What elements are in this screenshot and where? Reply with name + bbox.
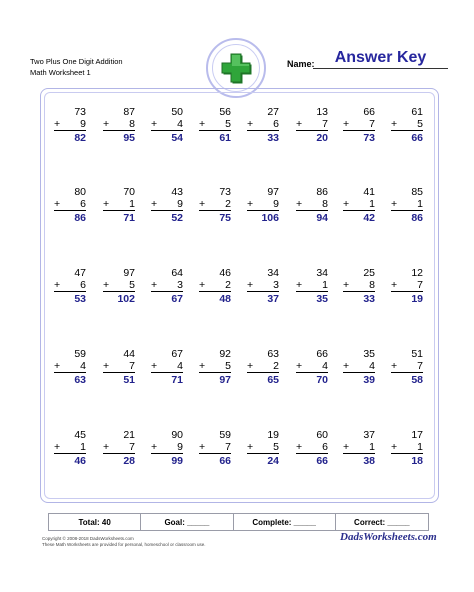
addend-top: 21	[123, 429, 135, 441]
problem-19	[151, 268, 183, 305]
addend-bottom-row	[391, 442, 423, 455]
total-cell: Total: 40	[49, 514, 141, 530]
answer: 71	[171, 373, 183, 386]
addend-bottom-row	[343, 199, 375, 212]
complete-cell: Complete: _____	[234, 514, 336, 530]
title-line-1: Two Plus One Digit Addition	[30, 57, 123, 66]
problem-27	[151, 349, 183, 386]
plus-sign: +	[343, 440, 350, 453]
plus-sign: +	[247, 117, 254, 130]
answer: 51	[123, 373, 135, 386]
addend-bottom-row	[296, 119, 328, 132]
addend-bottom-row	[199, 280, 231, 293]
problem-2	[103, 107, 135, 144]
addend-bottom: 6	[273, 117, 279, 130]
plus-sign: +	[199, 117, 206, 130]
addend-bottom: 6	[80, 197, 86, 210]
addend-bottom-row	[247, 442, 279, 455]
addend-bottom: 3	[177, 278, 183, 291]
answer: 82	[74, 131, 86, 144]
addend-bottom-row	[151, 361, 183, 374]
addend-bottom: 7	[369, 117, 375, 130]
addend-top: 59	[74, 348, 86, 360]
addend-bottom: 7	[225, 440, 231, 453]
addend-bottom: 6	[80, 278, 86, 291]
addend-bottom: 8	[369, 278, 375, 291]
problem-36	[199, 430, 231, 467]
plus-sign: +	[391, 278, 398, 291]
addend-bottom: 5	[225, 117, 231, 130]
addend-bottom: 1	[417, 197, 423, 210]
problem-20	[199, 268, 231, 305]
addend-bottom: 1	[80, 440, 86, 453]
answer: 65	[267, 373, 279, 386]
plus-sign: +	[391, 117, 398, 130]
addend-top: 70	[123, 186, 135, 198]
addend-bottom-row	[199, 119, 231, 132]
name-line	[313, 68, 448, 69]
addend-top: 17	[411, 429, 423, 441]
addend-top: 86	[316, 186, 328, 198]
goal-cell: Goal: _____	[141, 514, 233, 530]
addend-bottom-row	[391, 280, 423, 293]
answer: 52	[171, 211, 183, 224]
plus-sign: +	[343, 117, 350, 130]
problem-11	[151, 187, 183, 224]
addend-bottom-row	[54, 442, 86, 455]
answer: 53	[74, 292, 86, 305]
addend-bottom: 7	[129, 359, 135, 372]
answer: 102	[117, 292, 135, 305]
plus-sign: +	[247, 197, 254, 210]
addend-bottom-row	[103, 119, 135, 132]
addend-bottom: 2	[225, 278, 231, 291]
plus-sign: +	[391, 359, 398, 372]
addend-bottom-row	[151, 280, 183, 293]
addend-top: 60	[316, 429, 328, 441]
answer: 66	[219, 454, 231, 467]
correct-cell: Correct: _____	[354, 517, 410, 527]
problem-24	[391, 268, 423, 305]
addend-top: 67	[171, 348, 183, 360]
worksheet-title	[30, 56, 123, 78]
answer: 63	[74, 373, 86, 386]
plus-sign: +	[103, 359, 110, 372]
addend-top: 61	[411, 106, 423, 118]
problem-4	[199, 107, 231, 144]
answer: 35	[316, 292, 328, 305]
plus-sign: +	[151, 197, 158, 210]
plus-sign: +	[54, 359, 61, 372]
answer: 39	[363, 373, 375, 386]
problem-22	[296, 268, 328, 305]
title-line-2: Math Worksheet 1	[30, 68, 91, 77]
answer: 37	[267, 292, 279, 305]
addend-top: 63	[267, 348, 279, 360]
answer: 61	[219, 131, 231, 144]
copyright-line-2: These Math Worksheets are provided for personal, homeschool or classroom use.	[42, 542, 206, 547]
problem-14	[296, 187, 328, 224]
addend-bottom: 6	[322, 440, 328, 453]
plus-sign: +	[199, 440, 206, 453]
addend-bottom-row	[296, 442, 328, 455]
problem-32	[391, 349, 423, 386]
addend-bottom-row	[247, 199, 279, 212]
plus-sign: +	[296, 440, 303, 453]
answer: 19	[411, 292, 423, 305]
addend-top: 73	[219, 186, 231, 198]
problem-35	[151, 430, 183, 467]
addend-bottom-row	[247, 119, 279, 132]
addend-top: 59	[219, 429, 231, 441]
addend-top: 85	[411, 186, 423, 198]
plus-sign: +	[343, 359, 350, 372]
plus-sign: +	[151, 440, 158, 453]
addend-top: 37	[363, 429, 375, 441]
addend-bottom-row	[103, 199, 135, 212]
answer: 54	[171, 131, 183, 144]
addend-top: 73	[74, 106, 86, 118]
plus-sign: +	[391, 440, 398, 453]
problem-10	[103, 187, 135, 224]
problem-grid-frame	[40, 88, 439, 503]
brand-logo: DadsWorksheets.com	[340, 531, 437, 543]
problem-23	[343, 268, 375, 305]
plus-sign: +	[151, 278, 158, 291]
answer: 86	[74, 211, 86, 224]
addend-top: 27	[267, 106, 279, 118]
problem-13	[247, 187, 279, 224]
plus-sign: +	[247, 278, 254, 291]
addend-bottom-row	[103, 280, 135, 293]
addend-bottom: 9	[177, 440, 183, 453]
answer: 33	[363, 292, 375, 305]
plus-sign: +	[296, 197, 303, 210]
plus-sign: +	[343, 197, 350, 210]
answer: 38	[363, 454, 375, 467]
problem-5	[247, 107, 279, 144]
plus-sign: +	[54, 440, 61, 453]
addend-bottom-row	[391, 361, 423, 374]
problem-40	[391, 430, 423, 467]
answer: 46	[74, 454, 86, 467]
problem-28	[199, 349, 231, 386]
plus-sign: +	[54, 278, 61, 291]
plus-sign: +	[247, 440, 254, 453]
answer: 67	[171, 292, 183, 305]
answer: 70	[316, 373, 328, 386]
addend-bottom: 8	[322, 197, 328, 210]
addend-bottom: 5	[273, 440, 279, 453]
addend-bottom: 4	[369, 359, 375, 372]
addend-bottom-row	[103, 361, 135, 374]
addend-bottom: 4	[177, 359, 183, 372]
addend-bottom: 2	[225, 197, 231, 210]
addend-bottom-row	[199, 442, 231, 455]
problem-12	[199, 187, 231, 224]
plus-sign: +	[247, 359, 254, 372]
problem-37	[247, 430, 279, 467]
addend-bottom-row	[103, 442, 135, 455]
addend-top: 13	[316, 106, 328, 118]
addend-top: 47	[74, 267, 86, 279]
plus-sign: +	[199, 197, 206, 210]
addend-bottom-row	[54, 280, 86, 293]
problem-16	[391, 187, 423, 224]
problem-39	[343, 430, 375, 467]
problem-3	[151, 107, 183, 144]
answer: 42	[363, 211, 375, 224]
addend-bottom: 4	[80, 359, 86, 372]
answer: 94	[316, 211, 328, 224]
problem-34	[103, 430, 135, 467]
answer: 71	[123, 211, 135, 224]
plus-sign: +	[391, 197, 398, 210]
plus-icon	[219, 51, 253, 85]
problem-26	[103, 349, 135, 386]
answer: 20	[316, 131, 328, 144]
problem-33	[54, 430, 86, 467]
answer: 106	[261, 211, 279, 224]
plus-sign: +	[103, 117, 110, 130]
answer: 33	[267, 131, 279, 144]
plus-sign: +	[103, 278, 110, 291]
addend-top: 25	[363, 267, 375, 279]
answer: 48	[219, 292, 231, 305]
addend-top: 90	[171, 429, 183, 441]
addend-top: 43	[171, 186, 183, 198]
addend-bottom: 4	[177, 117, 183, 130]
problem-6	[296, 107, 328, 144]
addend-bottom: 7	[322, 117, 328, 130]
plus-sign: +	[199, 278, 206, 291]
problem-21	[247, 268, 279, 305]
addend-bottom: 5	[129, 278, 135, 291]
problem-15	[343, 187, 375, 224]
addend-bottom-row	[151, 119, 183, 132]
addend-bottom-row	[343, 442, 375, 455]
answer: 75	[219, 211, 231, 224]
addend-bottom-row	[199, 199, 231, 212]
answer: 66	[316, 454, 328, 467]
addend-top: 46	[219, 267, 231, 279]
addend-bottom-row	[151, 199, 183, 212]
addend-bottom: 3	[273, 278, 279, 291]
addend-top: 35	[363, 348, 375, 360]
name-label: Name:	[287, 59, 315, 69]
plus-sign: +	[54, 117, 61, 130]
addend-bottom-row	[296, 280, 328, 293]
addend-bottom: 9	[177, 197, 183, 210]
plus-sign: +	[343, 278, 350, 291]
addend-bottom: 1	[417, 440, 423, 453]
addend-bottom: 2	[273, 359, 279, 372]
addend-top: 50	[171, 106, 183, 118]
plus-sign: +	[199, 359, 206, 372]
addend-top: 66	[316, 348, 328, 360]
problem-7	[343, 107, 375, 144]
addend-bottom-row	[296, 361, 328, 374]
addend-bottom: 7	[417, 359, 423, 372]
addend-top: 44	[123, 348, 135, 360]
addend-bottom-row	[296, 199, 328, 212]
plus-sign: +	[103, 197, 110, 210]
addend-bottom: 9	[80, 117, 86, 130]
addend-bottom-row	[54, 119, 86, 132]
answer: 28	[123, 454, 135, 467]
answer: 24	[267, 454, 279, 467]
answer: 95	[123, 131, 135, 144]
addend-bottom-row	[247, 280, 279, 293]
addend-bottom: 7	[129, 440, 135, 453]
addend-top: 80	[74, 186, 86, 198]
addend-bottom-row	[151, 442, 183, 455]
answer-key-text: Answer Key	[334, 49, 427, 66]
problem-8	[391, 107, 423, 144]
addend-bottom: 1	[129, 197, 135, 210]
plus-sign: +	[151, 359, 158, 372]
addend-bottom: 5	[225, 359, 231, 372]
problem-38	[296, 430, 328, 467]
addend-top: 92	[219, 348, 231, 360]
plus-sign: +	[54, 197, 61, 210]
problem-29	[247, 349, 279, 386]
addend-bottom: 1	[369, 440, 375, 453]
addend-bottom-row	[343, 280, 375, 293]
problem-9	[54, 187, 86, 224]
addend-bottom-row	[391, 199, 423, 212]
answer: 66	[411, 131, 423, 144]
answer: 86	[411, 211, 423, 224]
addend-bottom: 1	[322, 278, 328, 291]
plus-sign: +	[103, 440, 110, 453]
addend-bottom-row	[199, 361, 231, 374]
problem-25	[54, 349, 86, 386]
copyright-notice	[42, 536, 206, 548]
copyright-line-1: Copyright © 2008-2018 DadsWorksheets.com	[42, 536, 134, 541]
answer: 73	[363, 131, 375, 144]
problem-30	[296, 349, 328, 386]
addend-top: 34	[267, 267, 279, 279]
answer: 58	[411, 373, 423, 386]
addend-top: 12	[411, 267, 423, 279]
addend-bottom-row	[343, 119, 375, 132]
addend-top: 51	[411, 348, 423, 360]
plus-sign: +	[296, 359, 303, 372]
addend-top: 87	[123, 106, 135, 118]
addend-bottom: 7	[417, 278, 423, 291]
problem-18	[103, 268, 135, 305]
addend-bottom-row	[54, 199, 86, 212]
addend-top: 45	[74, 429, 86, 441]
addend-bottom: 4	[322, 359, 328, 372]
addend-bottom-row	[54, 361, 86, 374]
addend-bottom-row	[391, 119, 423, 132]
answer: 97	[219, 373, 231, 386]
addend-top: 97	[267, 186, 279, 198]
addend-bottom: 9	[273, 197, 279, 210]
addend-bottom-row	[247, 361, 279, 374]
plus-sign: +	[151, 117, 158, 130]
addend-bottom: 5	[417, 117, 423, 130]
answer: 99	[171, 454, 183, 467]
addend-bottom: 8	[129, 117, 135, 130]
addend-top: 66	[363, 106, 375, 118]
plus-sign: +	[296, 117, 303, 130]
score-table	[48, 513, 429, 531]
addend-top: 56	[219, 106, 231, 118]
addend-bottom-row	[343, 361, 375, 374]
addend-top: 41	[363, 186, 375, 198]
problem-31	[343, 349, 375, 386]
problem-1	[54, 107, 86, 144]
addend-top: 64	[171, 267, 183, 279]
addend-top: 19	[267, 429, 279, 441]
addend-top: 97	[123, 267, 135, 279]
problem-17	[54, 268, 86, 305]
addend-bottom: 1	[369, 197, 375, 210]
plus-sign: +	[296, 278, 303, 291]
answer: 18	[411, 454, 423, 467]
addend-top: 34	[316, 267, 328, 279]
